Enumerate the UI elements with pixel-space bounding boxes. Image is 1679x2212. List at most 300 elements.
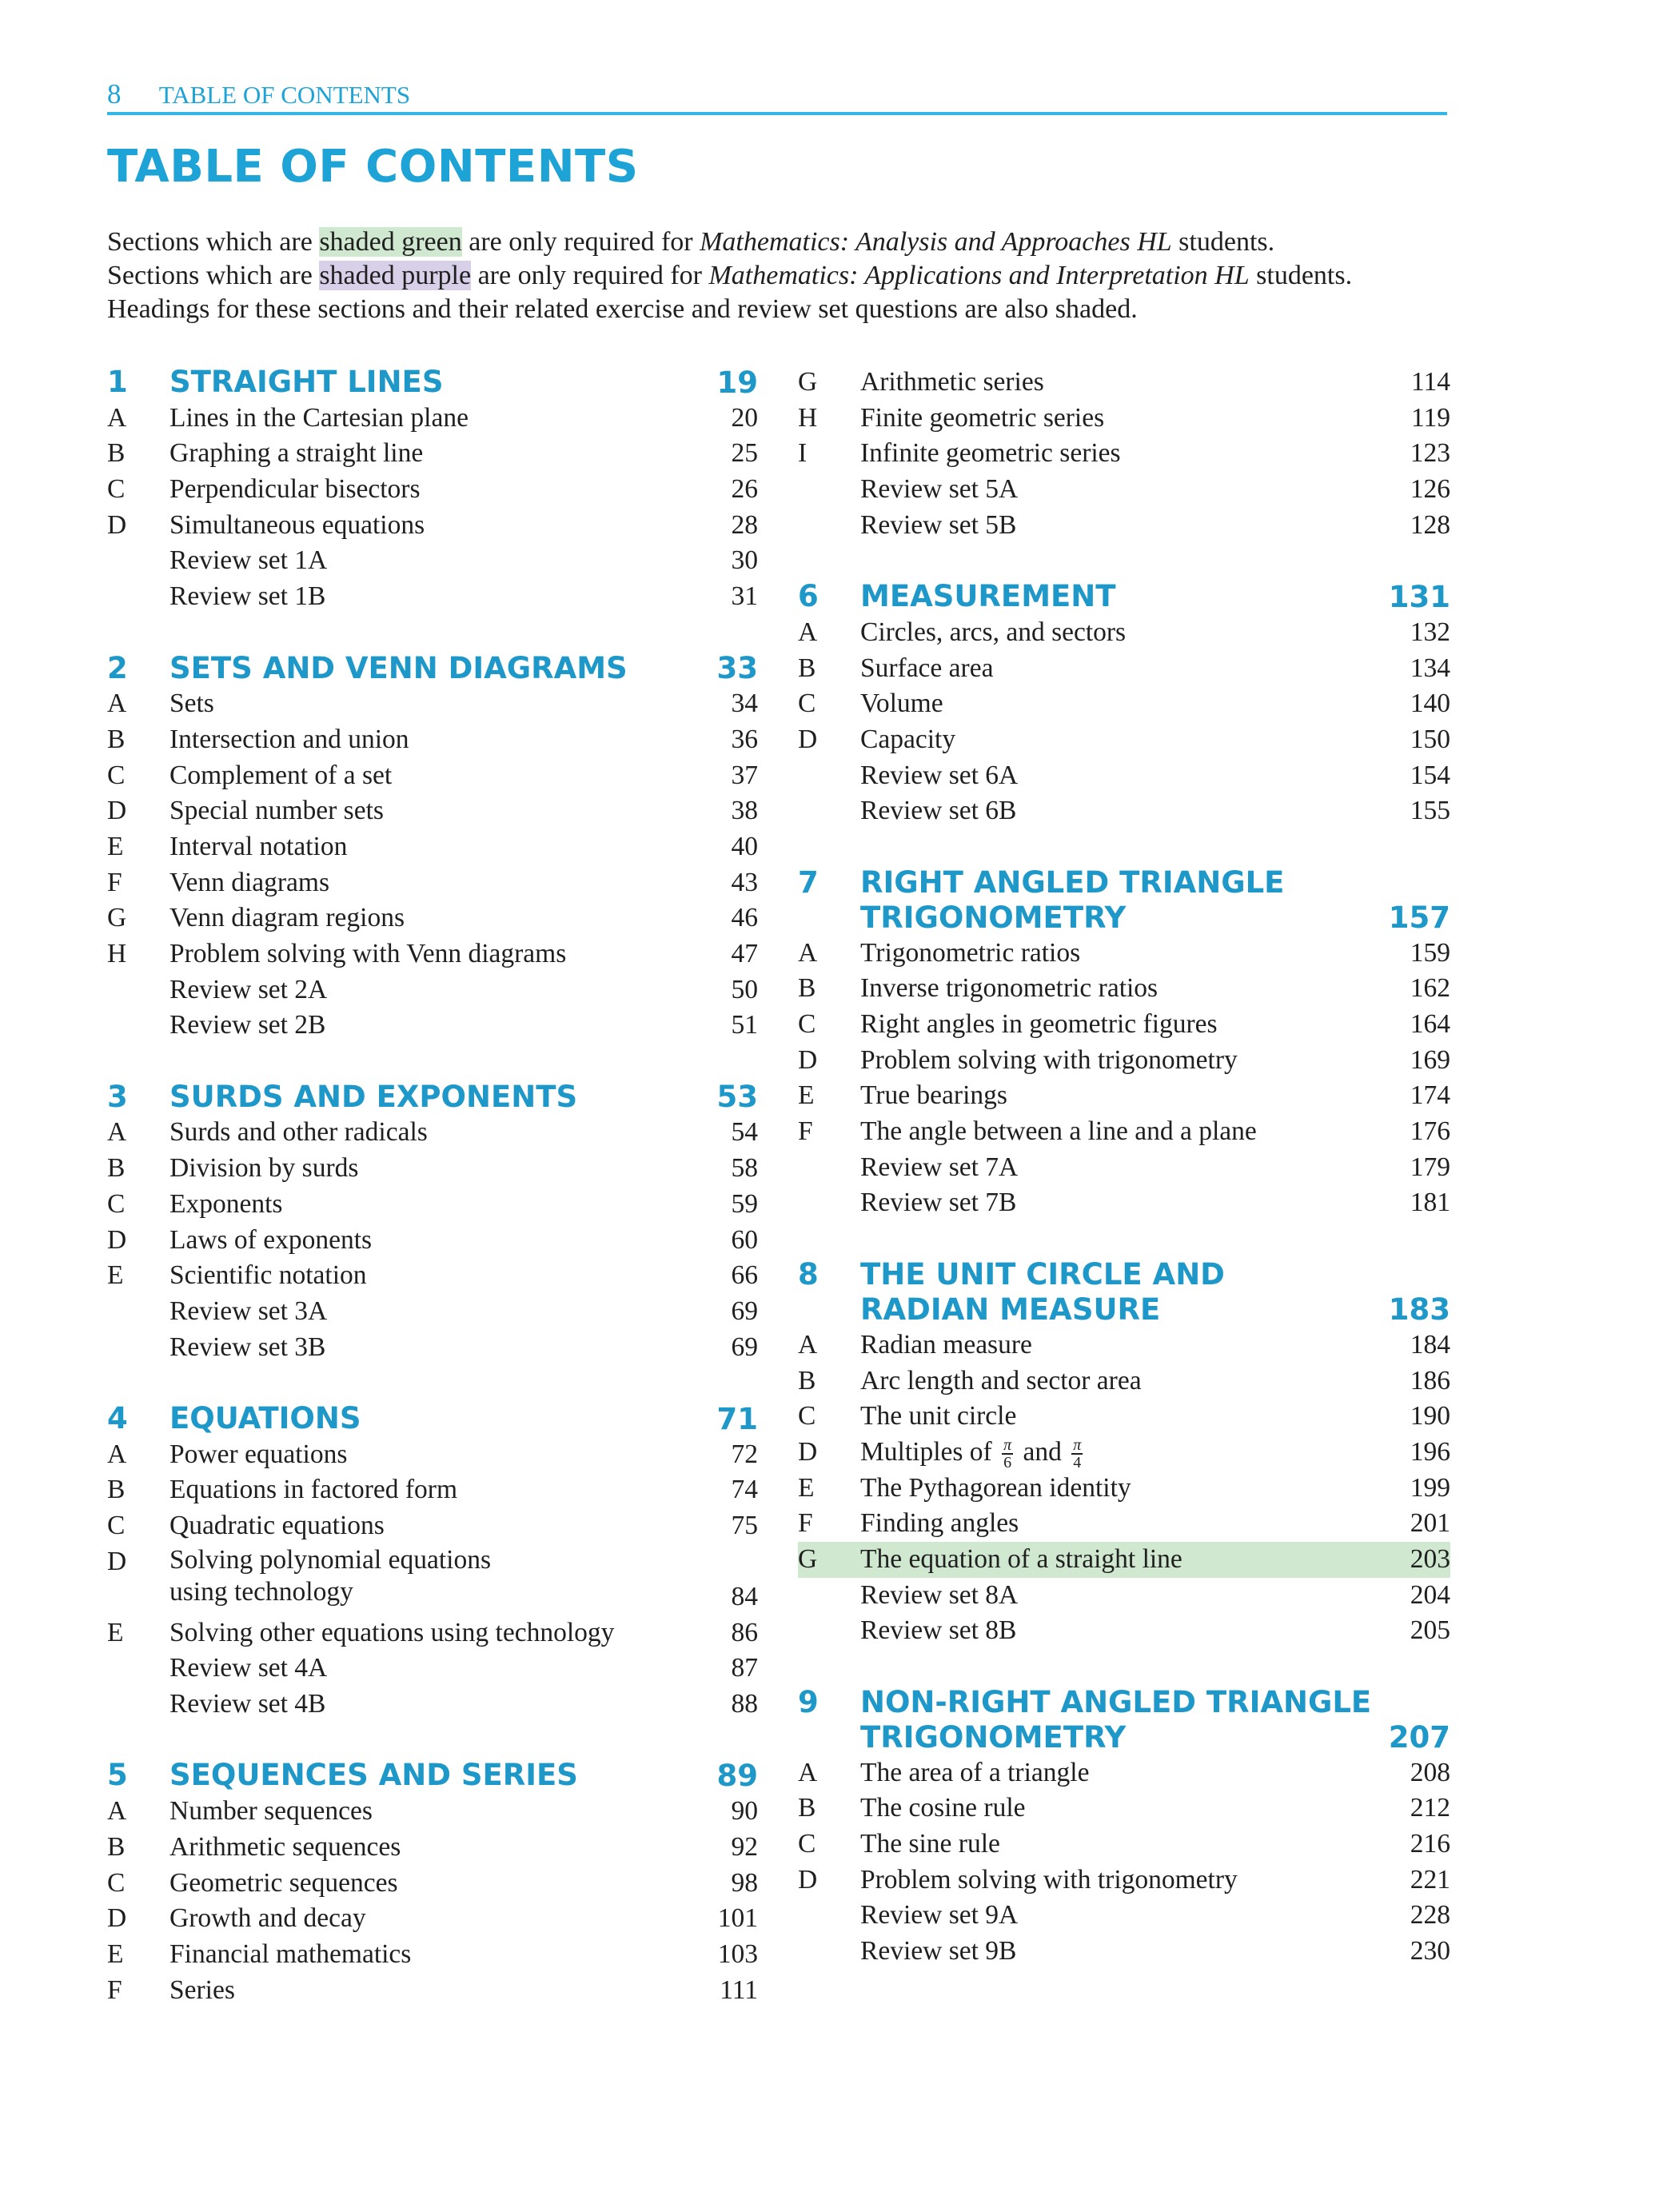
section-title: Arc length and sector area bbox=[860, 1365, 1142, 1395]
section-letter: B bbox=[798, 653, 816, 683]
section-title: Financial mathematics bbox=[169, 1938, 412, 1969]
section-title: Review set 8B bbox=[860, 1615, 1017, 1646]
section-title bbox=[860, 1435, 1086, 1471]
section-letter: D bbox=[107, 1903, 127, 1934]
section-title: Quadratic equations bbox=[169, 1511, 385, 1540]
section-title: Sets bbox=[169, 689, 214, 719]
chapter-number: 1 bbox=[107, 365, 128, 399]
section-page: 69 bbox=[731, 1296, 758, 1326]
section-row bbox=[798, 1506, 1450, 1542]
section-letter: G bbox=[798, 1543, 818, 1574]
section-title: Right angles in geometric figures bbox=[860, 1009, 1218, 1039]
chapter-3 bbox=[107, 1080, 758, 1366]
fraction-denominator: 4 bbox=[1073, 1454, 1082, 1472]
section-row bbox=[798, 1755, 1450, 1791]
section-page: 66 bbox=[731, 1260, 758, 1291]
section-row bbox=[107, 1437, 758, 1473]
section-title: Interval notation bbox=[169, 831, 348, 861]
fraction-pi-over-4 bbox=[1071, 1437, 1083, 1471]
section-row bbox=[107, 401, 758, 437]
section-page: 28 bbox=[731, 509, 758, 540]
section-title: Circles, arcs, and sectors bbox=[860, 617, 1127, 647]
chapter-page: 19 bbox=[716, 365, 758, 400]
section-letter: F bbox=[798, 1508, 813, 1539]
course-name: Mathematics: Analysis and Approaches HL bbox=[700, 227, 1172, 257]
fraction-denominator: 6 bbox=[1003, 1454, 1012, 1472]
section-title: Complement of a set bbox=[169, 760, 393, 790]
section-title: The cosine rule bbox=[860, 1793, 1026, 1823]
section-letter: B bbox=[107, 724, 126, 754]
section-letter: A bbox=[107, 689, 127, 719]
section-letter: F bbox=[107, 1974, 122, 2005]
section-row bbox=[798, 401, 1450, 437]
section-page: 140 bbox=[1410, 689, 1450, 719]
intro-text: are only required for bbox=[461, 227, 700, 257]
chapter-page: 131 bbox=[1388, 579, 1450, 614]
section-title: Review set 6B bbox=[860, 796, 1017, 826]
section-title: Venn diagrams bbox=[169, 867, 330, 897]
chapter-heading bbox=[107, 1080, 758, 1116]
review-set-row bbox=[107, 1687, 758, 1723]
chapter-5 bbox=[107, 1758, 758, 2008]
section-letter: A bbox=[798, 1329, 818, 1360]
section-letter: B bbox=[107, 1475, 126, 1505]
section-letter: D bbox=[798, 1864, 818, 1895]
section-letter: G bbox=[798, 367, 818, 397]
section-letter: E bbox=[798, 1472, 815, 1503]
chapter-heading bbox=[798, 865, 1450, 936]
chapter-title-line: RIGHT ANGLED TRIANGLE bbox=[860, 864, 1285, 900]
section-letter: C bbox=[798, 1829, 816, 1859]
chapter-title bbox=[169, 365, 443, 400]
section-title: Infinite geometric series bbox=[860, 438, 1121, 469]
review-set-row bbox=[107, 1330, 758, 1366]
section-letter: B bbox=[798, 1365, 816, 1395]
section-page: 38 bbox=[731, 796, 758, 826]
page-title: TABLE OF CONTENTS bbox=[107, 141, 639, 193]
section-title: Inverse trigonometric ratios bbox=[860, 973, 1159, 1004]
section-letter: E bbox=[107, 831, 124, 861]
section-letter: C bbox=[798, 689, 816, 719]
section-page: 216 bbox=[1410, 1829, 1450, 1859]
section-page: 169 bbox=[1410, 1044, 1450, 1075]
section-page: 201 bbox=[1410, 1508, 1450, 1539]
section-letter: D bbox=[107, 1546, 127, 1576]
fraction-pi-over-6 bbox=[1002, 1437, 1013, 1471]
chapter-page: 183 bbox=[1388, 1292, 1450, 1327]
section-title bbox=[169, 1544, 491, 1608]
section-title: Laws of exponents bbox=[169, 1224, 373, 1255]
chapter-title bbox=[169, 1401, 361, 1436]
section-row bbox=[107, 1973, 758, 2009]
section-page: 87 bbox=[731, 1653, 758, 1683]
section-page: 31 bbox=[731, 581, 758, 612]
section-letter: D bbox=[798, 1044, 818, 1075]
section-letter: A bbox=[107, 402, 127, 433]
chapter-title-line: TRIGONOMETRY bbox=[860, 900, 1127, 935]
section-row bbox=[798, 1827, 1450, 1863]
section-row bbox=[107, 1830, 758, 1866]
section-title: Problem solving with trigonometry bbox=[860, 1044, 1238, 1075]
section-page: 25 bbox=[731, 438, 758, 469]
section-title: Volume bbox=[860, 689, 943, 719]
intro-text: Sections which are bbox=[107, 227, 320, 257]
section-title: Review set 2B bbox=[169, 1010, 326, 1040]
section-letter: B bbox=[107, 1831, 126, 1862]
section-page: 204 bbox=[1410, 1579, 1450, 1610]
section-page: 111 bbox=[720, 1974, 758, 2005]
section-row bbox=[798, 722, 1450, 758]
section-title: Problem solving with trigonometry bbox=[860, 1864, 1238, 1895]
section-title-line: using technology bbox=[169, 1576, 353, 1607]
section-page: 132 bbox=[1410, 617, 1450, 647]
section-title: Review set 4B bbox=[169, 1689, 326, 1719]
section-page: 126 bbox=[1410, 474, 1450, 505]
section-title: Radian measure bbox=[860, 1329, 1032, 1360]
section-title: Review set 7A bbox=[860, 1152, 1019, 1182]
section-page: 186 bbox=[1410, 1365, 1450, 1395]
section-title: Lines in the Cartesian plane bbox=[169, 402, 469, 433]
review-set-row bbox=[107, 579, 758, 615]
section-title: The unit circle bbox=[860, 1401, 1017, 1431]
section-page: 179 bbox=[1410, 1152, 1450, 1182]
section-letter: H bbox=[798, 402, 818, 433]
section-row bbox=[107, 1115, 758, 1151]
chapter-1 bbox=[107, 365, 758, 615]
section-title: Geometric sequences bbox=[169, 1867, 398, 1898]
review-set-row bbox=[798, 1150, 1450, 1186]
section-title: Review set 9B bbox=[860, 1936, 1017, 1966]
section-page: 20 bbox=[731, 402, 758, 433]
section-letter: F bbox=[107, 867, 122, 897]
section-letter: C bbox=[107, 1867, 126, 1898]
section-title: Review set 4A bbox=[169, 1653, 328, 1683]
section-title-text: Multiples of bbox=[860, 1436, 999, 1467]
chapter-6 bbox=[798, 579, 1450, 829]
section-row bbox=[107, 900, 758, 936]
section-title-text: and bbox=[1016, 1436, 1069, 1467]
section-page: 221 bbox=[1410, 1864, 1450, 1895]
chapter-title-line: SEQUENCES AND SERIES bbox=[169, 1758, 578, 1793]
chapter-heading bbox=[107, 651, 758, 687]
section-row bbox=[798, 1435, 1450, 1471]
section-page: 174 bbox=[1410, 1080, 1450, 1111]
chapter-title bbox=[860, 1257, 1225, 1328]
section-row bbox=[107, 722, 758, 758]
section-page: 128 bbox=[1410, 509, 1450, 540]
intro-notes bbox=[107, 226, 1466, 326]
section-row bbox=[798, 1114, 1450, 1150]
section-page: 154 bbox=[1410, 760, 1450, 790]
review-set-row bbox=[798, 1185, 1450, 1221]
review-set-row bbox=[798, 793, 1450, 829]
section-row bbox=[107, 1223, 758, 1259]
fraction-numerator: π bbox=[1073, 1436, 1082, 1455]
section-page: 196 bbox=[1410, 1436, 1450, 1467]
section-letter: D bbox=[107, 1224, 127, 1255]
chapter-7 bbox=[798, 865, 1450, 1222]
page-number: 8 bbox=[107, 78, 122, 110]
section-row bbox=[798, 1542, 1450, 1578]
chapter-number: 5 bbox=[107, 1758, 128, 1793]
fraction-numerator: π bbox=[1003, 1436, 1012, 1455]
green-shade-sample: shaded green bbox=[319, 227, 462, 257]
section-title: Review set 5A bbox=[860, 474, 1019, 505]
chapter-number: 6 bbox=[798, 579, 819, 614]
section-row bbox=[107, 1472, 758, 1508]
section-page: 181 bbox=[1410, 1188, 1450, 1218]
section-row bbox=[107, 1187, 758, 1223]
review-set-row bbox=[798, 758, 1450, 794]
section-page: 51 bbox=[731, 1010, 758, 1040]
section-page: 230 bbox=[1410, 1936, 1450, 1966]
section-title: Arithmetic sequences bbox=[169, 1831, 401, 1862]
section-page: 59 bbox=[731, 1188, 758, 1219]
section-letter: A bbox=[798, 617, 818, 647]
section-letter: A bbox=[107, 1439, 127, 1469]
section-page: 58 bbox=[731, 1153, 758, 1184]
section-title: Power equations bbox=[169, 1439, 348, 1469]
chapter-title-line: RADIAN MEASURE bbox=[860, 1292, 1161, 1327]
section-title: Trigonometric ratios bbox=[860, 937, 1081, 968]
section-row bbox=[107, 936, 758, 972]
chapter-page: 89 bbox=[716, 1759, 758, 1794]
chapter-title bbox=[169, 651, 628, 686]
section-page: 54 bbox=[731, 1117, 758, 1148]
chapter-number: 4 bbox=[107, 1400, 128, 1435]
section-row bbox=[107, 793, 758, 829]
section-title: Perpendicular bisectors bbox=[169, 474, 421, 505]
section-letter: A bbox=[107, 1796, 127, 1827]
section-row bbox=[107, 1151, 758, 1187]
chapter-heading bbox=[107, 1758, 758, 1794]
review-set-row bbox=[107, 972, 758, 1008]
chapter-page: 157 bbox=[1388, 900, 1450, 935]
section-row bbox=[107, 865, 758, 901]
chapter-title bbox=[860, 865, 1284, 936]
section-page: 88 bbox=[731, 1689, 758, 1719]
section-row bbox=[798, 436, 1450, 472]
section-title: Number sequences bbox=[169, 1796, 373, 1827]
section-row bbox=[107, 758, 758, 794]
section-page: 176 bbox=[1410, 1116, 1450, 1147]
section-row bbox=[798, 1791, 1450, 1827]
section-letter: C bbox=[798, 1401, 816, 1431]
chapter-title-line: NON-RIGHT ANGLED TRIANGLE bbox=[860, 1684, 1372, 1719]
section-row bbox=[107, 508, 758, 544]
section-page: 40 bbox=[731, 831, 758, 861]
section-page: 92 bbox=[731, 1831, 758, 1862]
section-page: 208 bbox=[1410, 1757, 1450, 1787]
chapter-page: 71 bbox=[716, 1401, 758, 1436]
section-page: 164 bbox=[1410, 1009, 1450, 1039]
section-page: 162 bbox=[1410, 973, 1450, 1004]
intro-line-purple bbox=[107, 259, 1466, 293]
chapter-number: 7 bbox=[798, 864, 819, 900]
section-page: 30 bbox=[731, 545, 758, 576]
chapter-title-line: SETS AND VENN DIAGRAMS bbox=[169, 650, 628, 685]
section-title: Solving other equations using technology bbox=[169, 1617, 615, 1647]
section-title: Graphing a straight line bbox=[169, 438, 424, 469]
section-title: Review set 7B bbox=[860, 1188, 1017, 1218]
chapter-heading bbox=[798, 579, 1450, 615]
section-title: The equation of a straight line bbox=[860, 1543, 1182, 1574]
section-title: Division by surds bbox=[169, 1153, 359, 1184]
section-letter: C bbox=[107, 1511, 126, 1540]
section-row bbox=[107, 1615, 758, 1651]
chapter-heading bbox=[798, 1685, 1450, 1755]
section-row bbox=[107, 1901, 758, 1937]
review-set-row bbox=[798, 1898, 1450, 1934]
intro-line-headings: Headings for these sections and their related exercise and review set questions are also shaded. bbox=[107, 294, 1138, 324]
intro-text: Sections which are bbox=[107, 261, 320, 290]
section-title: Review set 9A bbox=[860, 1900, 1019, 1931]
section-title: The area of a triangle bbox=[860, 1757, 1090, 1787]
section-title-line: Solving polynomial equations bbox=[169, 1544, 491, 1575]
section-row bbox=[798, 1399, 1450, 1435]
section-title: Growth and decay bbox=[169, 1903, 366, 1934]
section-page: 228 bbox=[1410, 1900, 1450, 1931]
section-title: Surface area bbox=[860, 653, 994, 683]
section-page: 86 bbox=[731, 1617, 758, 1647]
section-page: 36 bbox=[731, 724, 758, 754]
chapter-heading bbox=[798, 1257, 1450, 1328]
section-letter: D bbox=[107, 796, 127, 826]
section-row bbox=[107, 472, 758, 508]
chapter-2 bbox=[107, 651, 758, 1044]
section-letter: B bbox=[107, 1153, 126, 1184]
chapter-heading bbox=[107, 365, 758, 401]
section-letter: C bbox=[107, 474, 126, 505]
section-title: True bearings bbox=[860, 1080, 1007, 1111]
section-letter: B bbox=[107, 438, 126, 469]
section-row bbox=[107, 1508, 758, 1544]
review-set-row bbox=[107, 1008, 758, 1044]
intro-text: are only required for bbox=[471, 261, 709, 290]
section-title: Finding angles bbox=[860, 1508, 1019, 1539]
section-row bbox=[798, 971, 1450, 1007]
chapter-number: 2 bbox=[107, 650, 128, 685]
section-page: 90 bbox=[731, 1796, 758, 1827]
section-page: 212 bbox=[1410, 1793, 1450, 1823]
section-letter: H bbox=[107, 939, 127, 968]
section-row bbox=[798, 365, 1450, 401]
section-page: 101 bbox=[717, 1903, 758, 1934]
chapter-number: 3 bbox=[107, 1079, 128, 1114]
section-page: 184 bbox=[1410, 1329, 1450, 1360]
section-title: Review set 5B bbox=[860, 509, 1017, 540]
section-title: Intersection and union bbox=[169, 724, 409, 754]
review-set-row bbox=[798, 508, 1450, 544]
section-row bbox=[798, 1078, 1450, 1114]
chapter-5-continued bbox=[798, 365, 1450, 543]
section-title: The Pythagorean identity bbox=[860, 1472, 1131, 1503]
intro-line-green bbox=[107, 226, 1466, 259]
section-page: 34 bbox=[731, 689, 758, 719]
section-letter: D bbox=[798, 1436, 818, 1467]
section-letter: B bbox=[798, 973, 816, 1004]
section-letter: E bbox=[107, 1938, 124, 1969]
section-row bbox=[107, 436, 758, 472]
section-title: The sine rule bbox=[860, 1829, 1000, 1859]
course-name: Mathematics: Applications and Interpretation HL bbox=[708, 261, 1250, 290]
section-row bbox=[798, 1328, 1450, 1364]
section-letter: C bbox=[798, 1009, 816, 1039]
section-letter: E bbox=[107, 1617, 124, 1647]
section-letter: D bbox=[107, 509, 127, 540]
section-letter: C bbox=[107, 760, 126, 790]
chapter-title bbox=[169, 1758, 578, 1793]
review-set-row bbox=[107, 1651, 758, 1687]
section-row bbox=[107, 1794, 758, 1830]
section-row bbox=[798, 1043, 1450, 1079]
section-page: 60 bbox=[731, 1224, 758, 1255]
chapter-heading bbox=[107, 1401, 758, 1437]
section-letter: E bbox=[798, 1080, 815, 1111]
review-set-row bbox=[798, 1613, 1450, 1649]
review-set-row bbox=[107, 543, 758, 579]
chapter-title bbox=[169, 1080, 577, 1115]
section-letter: A bbox=[798, 1757, 818, 1787]
section-title: Review set 8A bbox=[860, 1579, 1019, 1610]
section-letter: G bbox=[107, 903, 127, 933]
section-row bbox=[798, 1863, 1450, 1899]
section-letter: D bbox=[798, 724, 818, 754]
chapter-4 bbox=[107, 1401, 758, 1723]
chapter-page: 207 bbox=[1388, 1719, 1450, 1755]
chapter-title bbox=[860, 1685, 1371, 1755]
section-page: 72 bbox=[731, 1439, 758, 1469]
toc-column-right bbox=[798, 365, 1450, 2006]
chapter-title-line: STRAIGHT LINES bbox=[169, 365, 444, 399]
intro-text: students. bbox=[1171, 227, 1275, 257]
chapter-title-line: THE UNIT CIRCLE AND bbox=[860, 1256, 1225, 1292]
section-title: Review set 2A bbox=[169, 974, 328, 1004]
section-title: Problem solving with Venn diagrams bbox=[169, 939, 567, 968]
section-page: 159 bbox=[1410, 937, 1450, 968]
section-page: 203 bbox=[1410, 1543, 1450, 1574]
section-title: Review set 3B bbox=[169, 1332, 326, 1362]
section-page: 150 bbox=[1410, 724, 1450, 754]
chapter-title-line: TRIGONOMETRY bbox=[860, 1719, 1127, 1755]
section-title: Review set 3A bbox=[169, 1296, 328, 1326]
section-page: 205 bbox=[1410, 1615, 1450, 1646]
chapter-title bbox=[860, 579, 1116, 614]
section-page: 43 bbox=[731, 867, 758, 897]
section-letter: A bbox=[798, 937, 818, 968]
section-row bbox=[107, 829, 758, 865]
section-title: Simultaneous equations bbox=[169, 509, 425, 540]
chapter-title-line: SURDS AND EXPONENTS bbox=[169, 1079, 578, 1114]
section-page: 50 bbox=[731, 974, 758, 1004]
section-row bbox=[798, 1471, 1450, 1507]
section-page: 123 bbox=[1410, 438, 1450, 469]
section-page: 114 bbox=[1410, 367, 1450, 397]
review-set-row bbox=[798, 1578, 1450, 1614]
chapter-title-line: MEASUREMENT bbox=[860, 579, 1116, 614]
section-page: 74 bbox=[731, 1475, 758, 1505]
toc-column-left bbox=[107, 365, 758, 2044]
section-page: 190 bbox=[1410, 1401, 1450, 1431]
section-letter: F bbox=[798, 1116, 813, 1147]
section-row bbox=[798, 615, 1450, 651]
section-page: 75 bbox=[731, 1511, 758, 1540]
chapter-9 bbox=[798, 1685, 1450, 1970]
section-page: 134 bbox=[1410, 653, 1450, 683]
section-page: 69 bbox=[731, 1332, 758, 1362]
purple-shade-sample: shaded purple bbox=[319, 261, 472, 290]
section-page: 98 bbox=[731, 1867, 758, 1898]
